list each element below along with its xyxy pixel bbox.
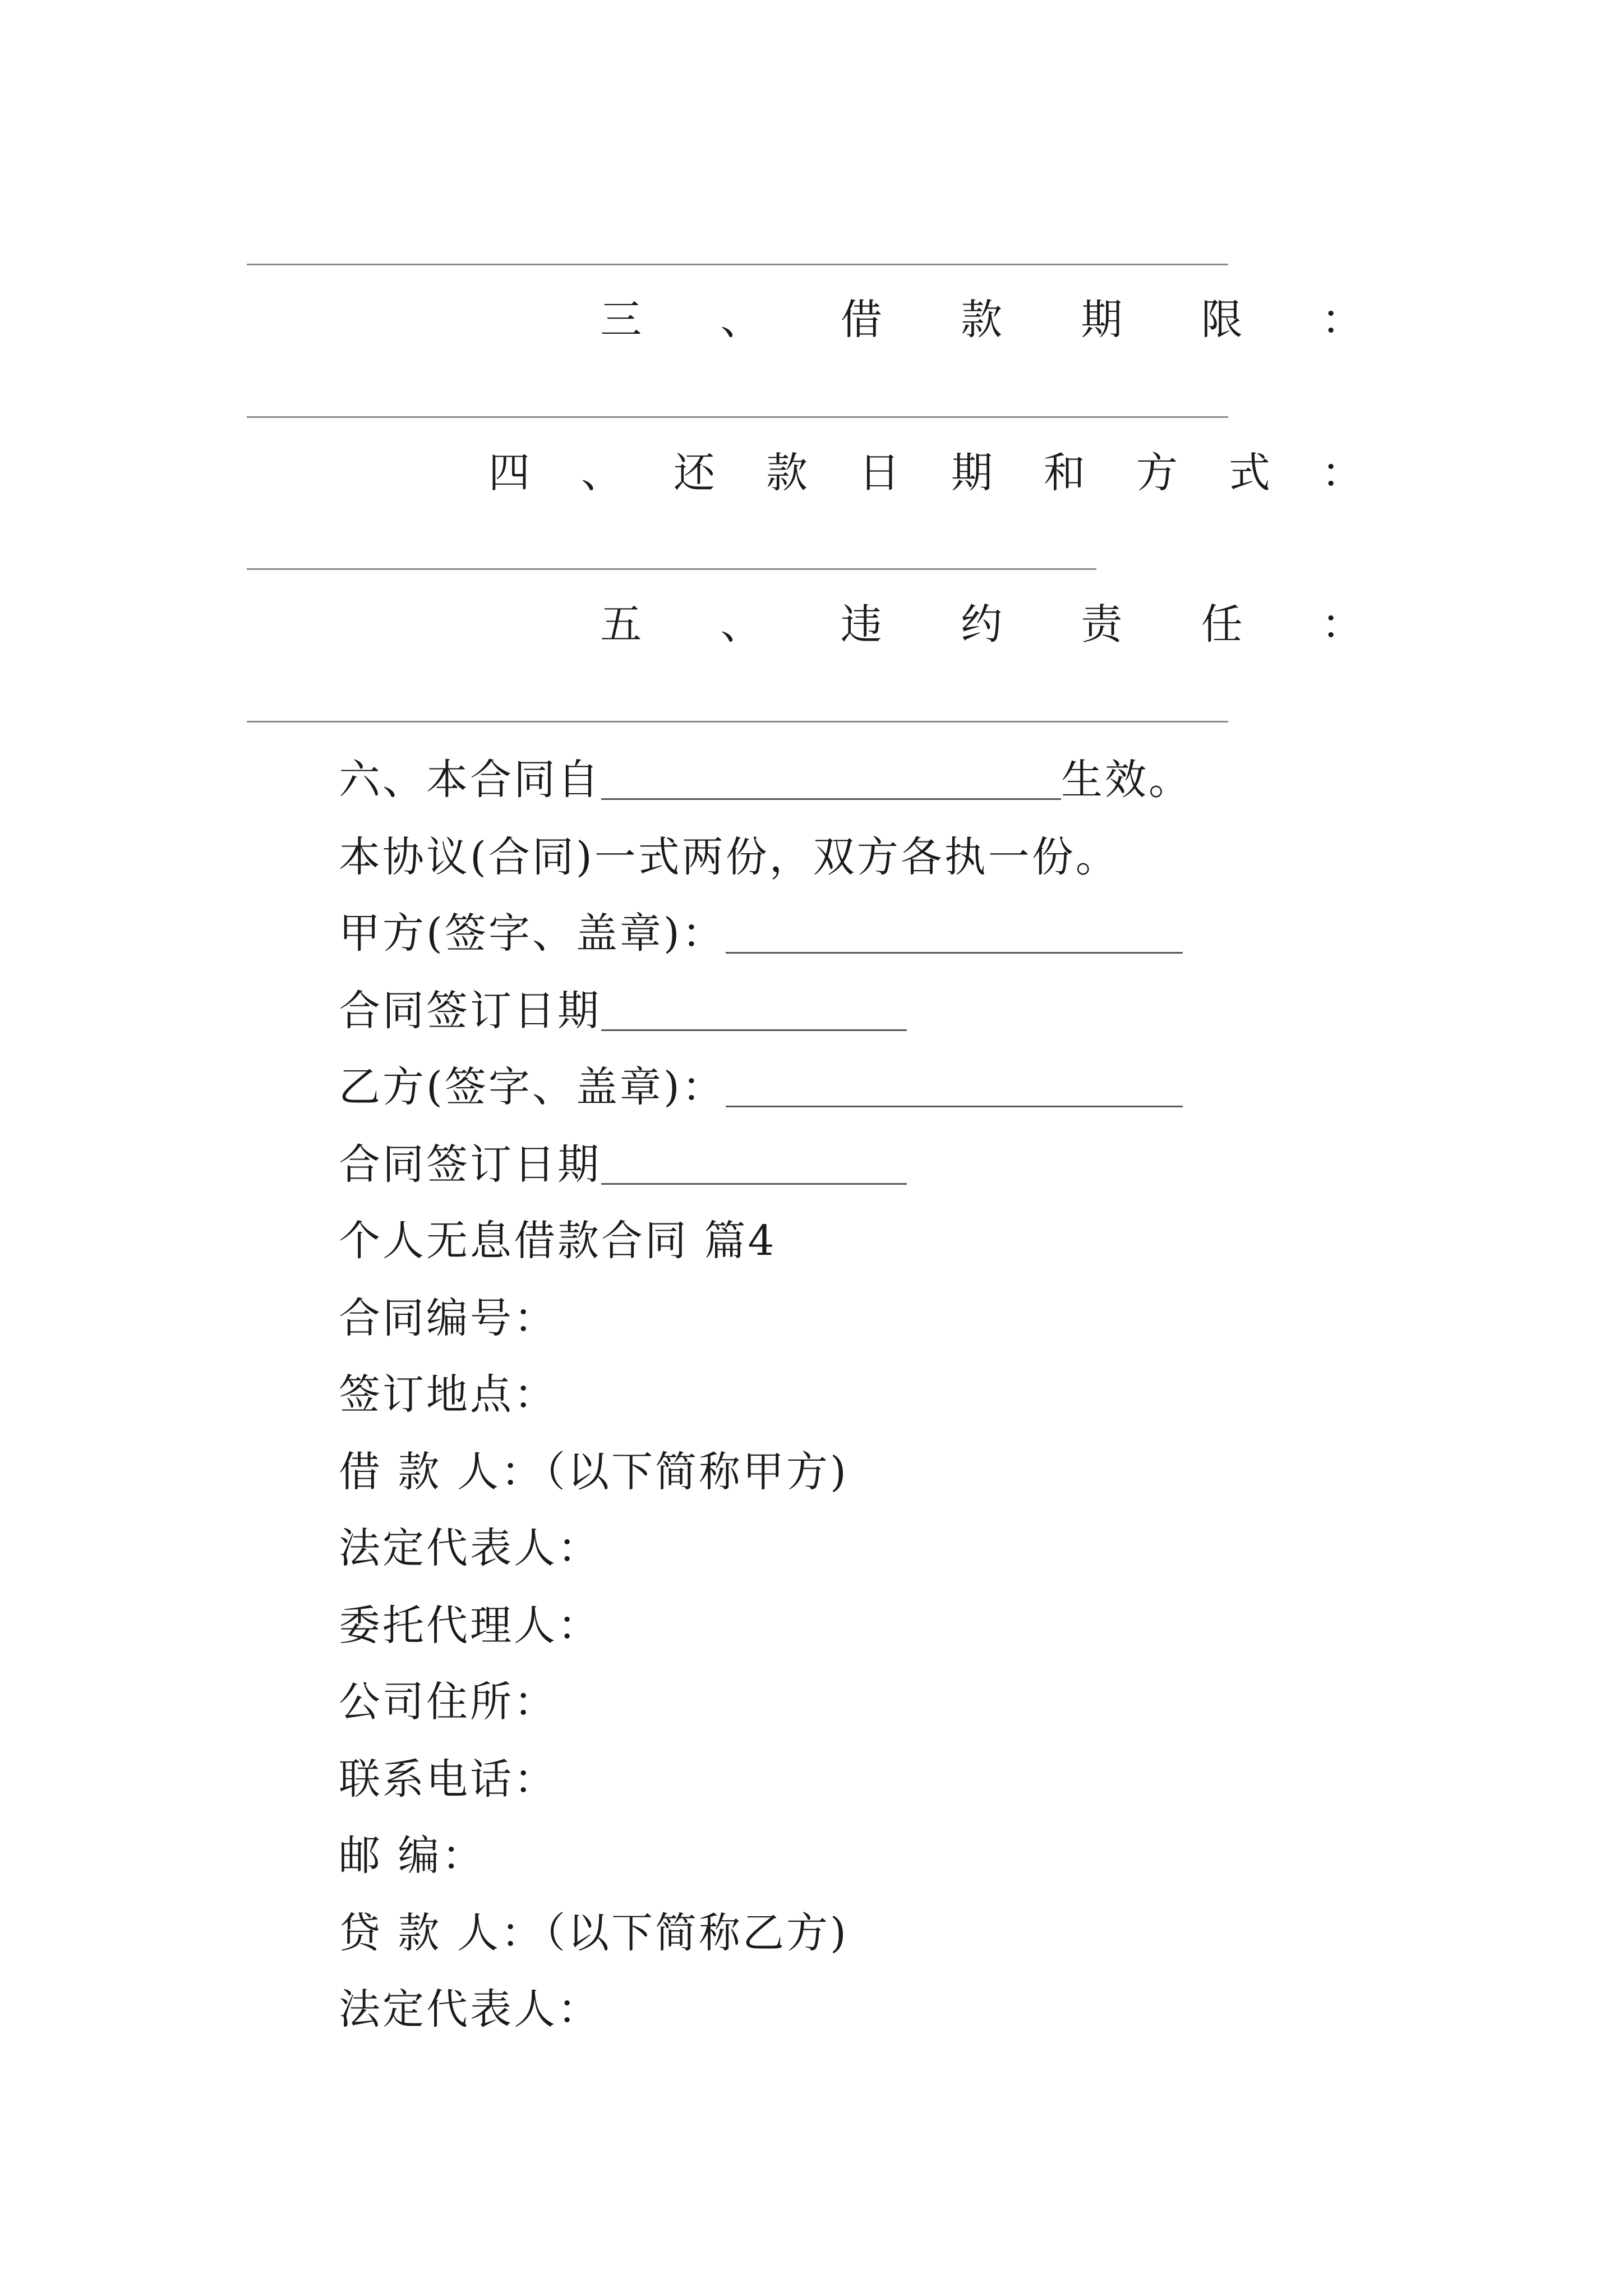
section-three-loan-term xyxy=(247,289,1363,351)
heading-char: 方 xyxy=(1136,449,1178,497)
heading-char: 约 xyxy=(961,600,1003,648)
heading-char: 、 xyxy=(720,600,762,648)
company-address: 公司住所： xyxy=(339,1678,557,1726)
heading-char: 违 xyxy=(840,600,882,648)
fill-in-rule xyxy=(247,568,1096,570)
party-b-signature-blank xyxy=(726,1066,1183,1107)
heading-char: 限 xyxy=(1201,296,1243,344)
heading-char: 任 xyxy=(1201,600,1243,648)
contact-phone: 联系电话： xyxy=(339,1755,557,1803)
heading-char: 期 xyxy=(1081,296,1123,344)
lender-legal-rep: 法定代表人： xyxy=(339,1985,601,2033)
heading-char: ： xyxy=(1321,600,1363,648)
heading-char: 五 xyxy=(600,600,642,648)
heading-char: 、 xyxy=(581,449,623,497)
fill-in-rule xyxy=(247,416,1228,418)
party-b-signature: 乙方(签字、盖章)： xyxy=(339,1059,1183,1115)
effective-clause: 六、本合同自 生效。 xyxy=(339,756,1192,804)
sign-place: 签订地点： xyxy=(339,1370,557,1419)
heading-char: 还 xyxy=(674,449,715,497)
borrower-agent: 委托代理人： xyxy=(339,1602,601,1650)
heading-char: 责 xyxy=(1081,600,1123,648)
heading-char: 四 xyxy=(488,449,530,497)
sign-date-b-blank xyxy=(601,1144,907,1185)
heading-char: 式 xyxy=(1229,449,1270,497)
postcode: 邮 编： xyxy=(339,1832,486,1880)
borrower-line: 借 款 人：（以下简称甲方) xyxy=(339,1448,849,1496)
heading-char: ： xyxy=(1321,296,1363,344)
heading-char: 期 xyxy=(951,449,993,497)
sign-date-b: 合同签订日期 xyxy=(339,1137,907,1193)
heading-char: ： xyxy=(1321,449,1363,497)
section-four-repayment xyxy=(247,442,1363,504)
heading-char: 款 xyxy=(961,296,1003,344)
contract-number: 合同编号： xyxy=(339,1294,557,1342)
heading-char: 和 xyxy=(1044,449,1085,497)
lender-line: 贷 款 人：（以下简称乙方) xyxy=(339,1909,849,1957)
party-a-signature: 甲方(签字、盖章)： xyxy=(339,905,1183,961)
fill-in-rule xyxy=(247,264,1228,265)
section-five-liability xyxy=(247,593,1363,655)
sign-date-a: 合同签订日期 xyxy=(339,983,907,1039)
fill-in-rule xyxy=(247,721,1228,723)
heading-char: 借 xyxy=(840,296,882,344)
copies-clause: 本协议(合同)一式两份，双方各执一份。 xyxy=(339,833,1119,881)
heading-char: 三 xyxy=(600,296,642,344)
effective-date-blank xyxy=(601,759,1061,800)
heading-char: 日 xyxy=(859,449,900,497)
borrower-legal-rep: 法定代表人： xyxy=(339,1524,601,1572)
sign-date-a-blank xyxy=(601,990,907,1031)
heading-char: 款 xyxy=(766,449,808,497)
party-a-signature-blank xyxy=(726,913,1183,954)
heading-char: 、 xyxy=(720,296,762,344)
contract-title: 个人无息借款合同 篇4 xyxy=(339,1217,777,1265)
